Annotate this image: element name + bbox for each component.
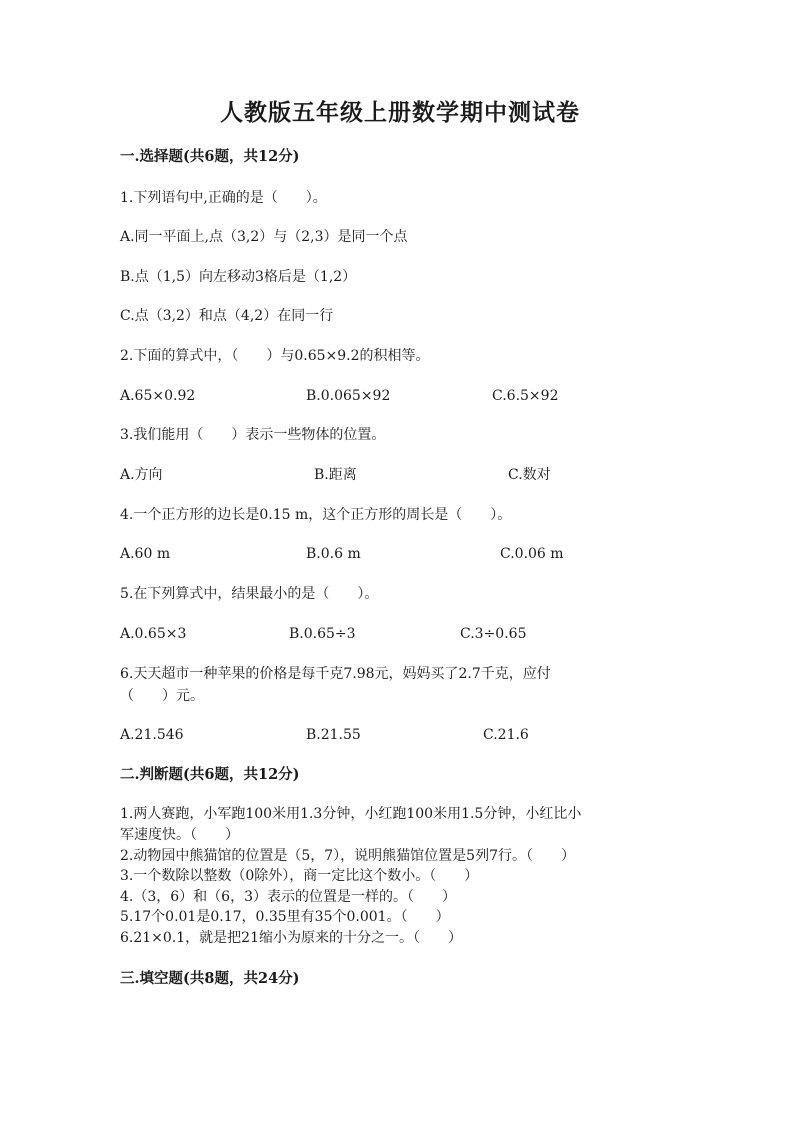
question-6-option-b: B.21.55 <box>306 727 361 743</box>
section-header-fill: 三.填空题(共8题，共24分) <box>120 970 300 987</box>
question-5-option-a: A.0.65×3 <box>120 626 187 642</box>
page-title: 人教版五年级上册数学期中测试卷 <box>220 99 580 126</box>
question-4-option-a: A.60 m <box>120 546 171 562</box>
question-1-option-b: B.点（1,5）向左移动3格后是（1,2） <box>120 269 357 285</box>
question-6-stem-line2: （ ）元。 <box>120 688 204 704</box>
question-5-option-c: C.3÷0.65 <box>460 626 527 642</box>
question-2-option-a: A.65×0.92 <box>120 388 196 404</box>
question-1-option-a: A.同一平面上,点（3,2）与（2,3）是同一个点 <box>120 229 408 245</box>
question-6-option-a: A.21.546 <box>120 727 184 743</box>
question-4-option-c: C.0.06 m <box>500 546 564 562</box>
question-5-stem: 5.在下列算式中，结果最小的是（ ）。 <box>120 586 379 602</box>
question-3-option-c: C.数对 <box>508 467 551 483</box>
question-1-stem: 1.下列语句中,正确的是（ ）。 <box>120 190 327 206</box>
judge-item-5: 5.17个0.01是0.17，0.35里有35个0.001。（ ） <box>120 909 450 925</box>
question-2-option-c: C.6.5×92 <box>492 388 559 404</box>
question-3-option-a: A.方向 <box>120 467 163 483</box>
section-header-choice: 一.选择题(共6题，共12分) <box>120 148 300 165</box>
judge-item-1-line2: 军速度快。（ ） <box>120 827 239 843</box>
question-6-option-c: C.21.6 <box>483 727 529 743</box>
question-4-stem: 4.一个正方形的边长是0.15 m，这个正方形的周长是（ ）。 <box>120 507 512 523</box>
judge-item-1-line1: 1.两人赛跑，小军跑100米用1.3分钟，小红跑100米用1.5分钟，小红比小 <box>120 806 582 822</box>
question-1-option-c: C.点（3,2）和点（4,2）在同一行 <box>120 308 334 324</box>
question-4-option-b: B.0.6 m <box>306 546 361 562</box>
question-2-option-b: B.0.065×92 <box>306 388 391 404</box>
judge-item-6: 6.21×0.1，就是把21缩小为原来的十分之一。（ ） <box>120 930 462 946</box>
section-header-judge: 二.判断题(共6题，共12分) <box>120 766 300 783</box>
judge-item-2: 2.动物园中熊猫馆的位置是（5，7），说明熊猫馆位置是5列7行。（ ） <box>120 848 575 864</box>
question-3-option-b: B.距离 <box>314 467 357 483</box>
question-6-stem-line1: 6.天天超市一种苹果的价格是每千克7.98元，妈妈买了2.7千克，应付 <box>120 666 551 682</box>
judge-item-3: 3.一个数除以整数（0除外），商一定比这个数小。（ ） <box>120 868 479 884</box>
question-3-stem: 3.我们能用（ ）表示一些物体的位置。 <box>120 427 386 443</box>
question-5-option-b: B.0.65÷3 <box>289 626 356 642</box>
question-2-stem: 2.下面的算式中，（ ）与0.65×9.2的积相等。 <box>120 348 430 364</box>
judge-item-4: 4.（3，6）和（6，3）表示的位置是一样的。（ ） <box>120 889 456 905</box>
